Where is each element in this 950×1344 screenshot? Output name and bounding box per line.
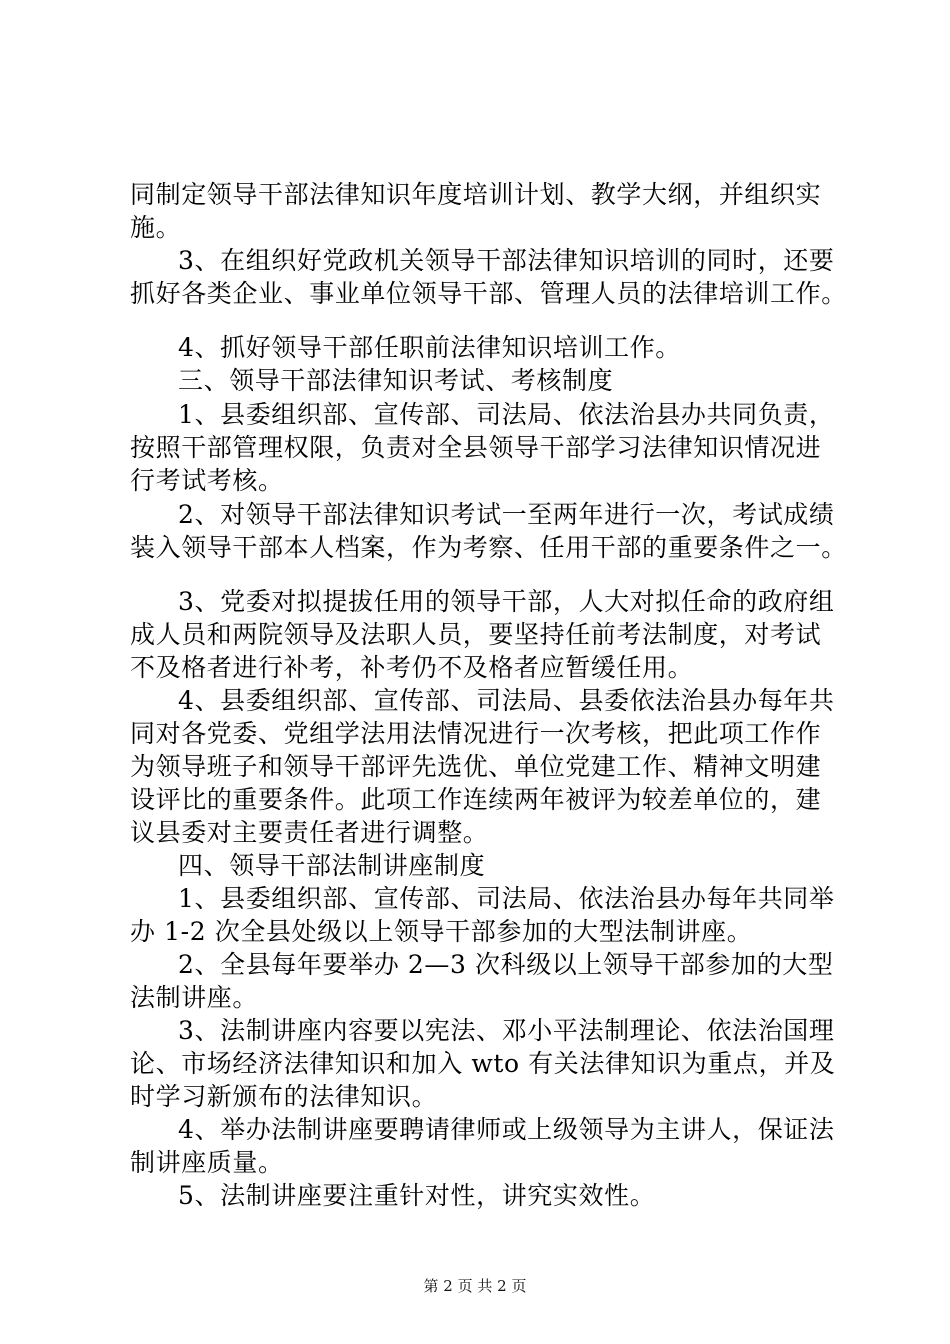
- text-line: 办 1-2 次全县处级以上领导干部参加的大型法制讲座。: [130, 917, 753, 946]
- text-line: 施。: [130, 213, 182, 242]
- text-line: 同制定领导干部法律知识年度培训计划、教学大纲，并组织实: [130, 180, 822, 209]
- text-line: 4、抓好领导干部任职前法律知识培训工作。: [178, 333, 681, 362]
- text-line: 3、法制讲座内容要以宪法、邓小平法制理论、依法治国理: [178, 1016, 835, 1045]
- section-heading: 三、领导干部法律知识考试、考核制度: [178, 366, 614, 395]
- text-line: 1、县委组织部、宣传部、司法局、依法治县办共同负责，: [178, 400, 835, 429]
- text-line: 为领导班子和领导干部评先选优、单位党建工作、精神文明建: [130, 752, 822, 781]
- text-line: 制讲座质量。: [130, 1148, 284, 1177]
- page-number: 第 2 页 共 2 页: [423, 1277, 527, 1295]
- text-line: 议县委对主要责任者进行调整。: [130, 818, 489, 847]
- text-line: 不及格者进行补考，补考仍不及格者应暂缓任用。: [130, 653, 694, 682]
- text-line: 1、县委组织部、宣传部、司法局、依法治县办每年共同举: [178, 884, 835, 913]
- text-line: 2、对领导干部法律知识考试一至两年进行一次，考试成绩: [178, 500, 835, 529]
- text-line: 时学习新颁布的法律知识。: [130, 1082, 438, 1111]
- text-line: 设评比的重要条件。此项工作连续两年被评为较差单位的，建: [130, 785, 822, 814]
- text-line: 4、举办法制讲座要聘请律师或上级领导为主讲人，保证法: [178, 1115, 835, 1144]
- text-line: 按照干部管理权限，负责对全县领导干部学习法律知识情况进: [130, 433, 822, 462]
- text-line: 2、全县每年要举办 2—3 次科级以上领导干部参加的大型: [178, 950, 834, 979]
- text-line: 论、市场经济法律知识和加入 wto 有关法律知识为重点，并及: [130, 1049, 836, 1078]
- text-line: 行考试考核。: [130, 466, 284, 495]
- text-line: 装入领导干部本人档案，作为考察、任用干部的重要条件之一。: [130, 533, 847, 562]
- text-line: 3、在组织好党政机关领导干部法律知识培训的同时，还要: [178, 246, 835, 275]
- text-line: 4、县委组织部、宣传部、司法局、县委依法治县办每年共: [178, 686, 835, 715]
- text-line: 3、党委对拟提拔任用的领导干部，人大对拟任命的政府组: [178, 587, 835, 616]
- text-line: 同对各党委、党组学法用法情况进行一次考核，把此项工作作: [130, 719, 822, 748]
- text-line: 抓好各类企业、事业单位领导干部、管理人员的法律培训工作。: [130, 279, 847, 308]
- section-heading: 四、领导干部法制讲座制度: [178, 851, 486, 880]
- text-line: 成人员和两院领导及法职人员，要坚持任前考法制度，对考试: [130, 620, 822, 649]
- text-line: 法制讲座。: [130, 983, 259, 1012]
- text-line: 5、法制讲座要注重针对性，讲究实效性。: [178, 1181, 656, 1210]
